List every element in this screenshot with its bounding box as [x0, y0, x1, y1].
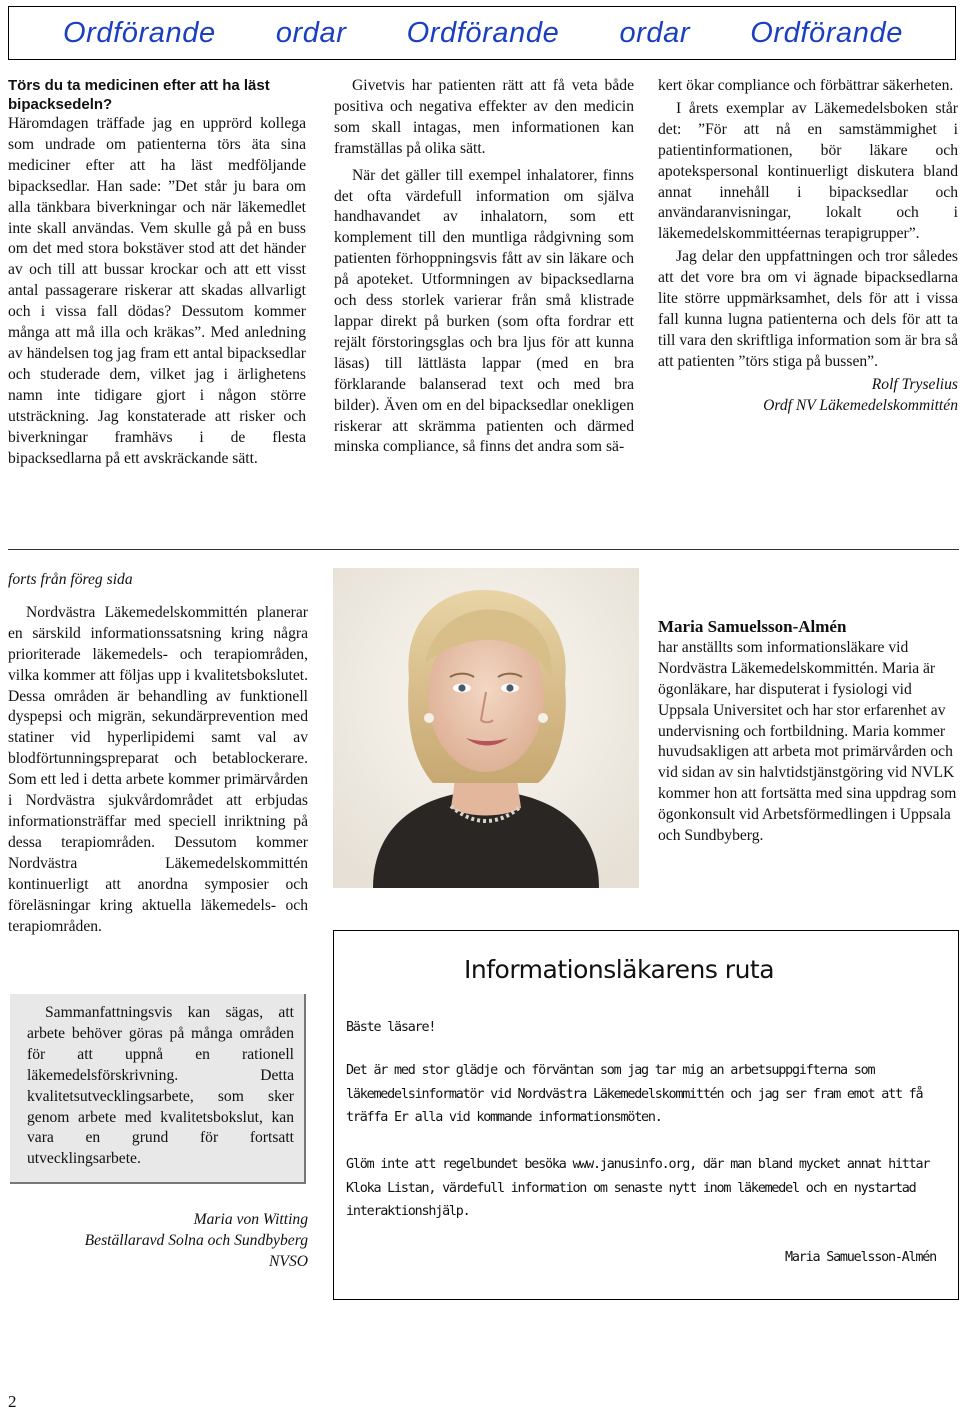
- article-paragraph-5: I årets exemplar av Läkemedelsboken står det: ”För att nå en samstämmighet i patientinformationen, bör läkare och apotekspersonal kontinuerligt diskutera bland annat innehåll i bipacksedlar och användaranvisningar, lokalt och i läkemedelskommittéernas terapigrupper”.: [658, 99, 958, 243]
- signature2-name: Maria von Witting: [193, 1211, 308, 1228]
- info-box-title: Informationsläkarens ruta: [464, 955, 775, 984]
- article-paragraph-2: Givetvis har patienten rätt att få veta både positiva och negativa effekter av den medicin som skall intagas, men informationen kan framställas på olika sätt.: [334, 77, 634, 157]
- header-word-3: Ordförande: [406, 16, 560, 49]
- signature2-title: Beställaravd Solna och Sundbyberg: [84, 1231, 308, 1249]
- article-column-2: [334, 76, 634, 458]
- info-box-signature: Maria Samuelsson-Almén: [785, 1250, 936, 1265]
- portrait-photo: [333, 568, 639, 888]
- signature-name: Rolf Tryselius: [871, 375, 958, 393]
- article-column-3: [658, 76, 958, 417]
- page-number: 2: [8, 1392, 17, 1411]
- section-divider: [8, 549, 959, 550]
- signature-block-2: [8, 1210, 308, 1272]
- info-box-paragraph-2: Glöm inte att regelbundet besöka www.janusinfo.org, där man bland mycket annat hittar Kloka Listan, värdefull information om senaste nytt inom läkemedel och en nystartad interaktionshjälp.: [346, 1157, 930, 1219]
- signature2-org: NVSO: [269, 1252, 308, 1270]
- header-word-1: Ordförande: [63, 16, 216, 49]
- info-box: [333, 930, 959, 1300]
- header-word-2: ordar: [275, 16, 347, 49]
- header-word-4: ordar: [619, 16, 691, 49]
- bio-block: [658, 617, 958, 847]
- signature-title: Ordf NV Läkemedelskommittén: [763, 396, 958, 414]
- summary-box: [10, 994, 306, 1184]
- continued-paragraph: Nordvästra Läkemedelskommittén planerar en särskild informationssatsning kring några prioriterade läkemedels- och terapiområden, vilka kommer att följas upp i kvalitetsbokslutet. Dessa områden är behandling av funktionell dyspepsi och migrän, sekundärprevention med statiner vid hyperlipidemi samt val av blodförtunningspreparat och betablockerare. Som ett led i detta arbete kommer primärvården i Nordvästra sjukvårdområdet att erbjudas informationsträffar med speciell inriktning på dessa terapiområden. Dessutom kommer Nordvästra Läkemedelskommittén kontinuerligt att anordna symposier och föreläsningar kring aktuella läkemedels- och terapiområden.: [8, 603, 308, 935]
- header-word-5: Ordförande: [750, 16, 903, 49]
- info-box-greeting: Bäste läsare!: [346, 1020, 436, 1035]
- continued-article: [8, 570, 308, 937]
- bio-text: har anställts som informationsläkare vid Nordvästra Läkemedelskommittén. Maria är ögonläkare, har disputerat i fysiologi vid Uppsala Universitet och har stor erfarenhet av undervisning och fortbildning. Maria kommer huvudsakligen att arbeta mot primärvården och vid sidan av sin halvtidstjänstgöring vid NVLK kommer hon att fortsätta med sina uppdrag som ögonkonsult vid Arbetsförmedlingen i Uppsala och Sundbyberg.: [658, 638, 957, 845]
- info-box-paragraph-1: Det är med stor glädje och förväntan som jag tar mig an arbetsuppgifterna som läkemedelsinformatör vid Nordvästra Läkemedelskommittén och jag ser fram emot att få träffa Er alla vid kommande informationsmöten.: [346, 1063, 923, 1125]
- article-paragraph-3: När det gäller till exempel inhalatorer, finns det ofta värdefull information om själva handhavandet av inhalatorn, som ett komplement till den muntliga rådgivning som patienten förhoppningsvis fått av sin läkare och på apoteket. Utformningen av bipacksedlarna och dess storlek varierar från små klistrade lappar direkt på burken (som ofta fordrar ett rejält förstoringsglas och bra ljus för att kunna läsas) till lättlästa lappar (med en bra förklarande balanserad text och med bra bilder). Även om en del bipacksedlar onekligen riskerar att skrämma patienten och därmed minska compliance, så finns det andra som sä-: [334, 166, 634, 456]
- continued-label: forts från föreg sida: [8, 571, 133, 588]
- article-paragraph-4: kert ökar compliance och förbättrar säkerheten.: [658, 77, 954, 94]
- article-heading: Törs du ta medicinen efter att ha läst bipacksedeln?: [8, 77, 270, 113]
- header-banner: [8, 6, 956, 60]
- summary-text: Sammanfattningsvis kan sägas, att arbete behöver göras på många områden för att uppnå en rationell läkemedelsförskrivning. Detta kvalitetsutvecklingsarbete, som sker genom arbete med kvalitetsbokslut, kan vara en grund för fortsatt utvecklingsarbete.: [27, 1004, 294, 1168]
- article-paragraph-1: Häromdagen träffade jag en upprörd kollega som undrade om patienterna törs äta sina mediciner efter att ha läst medföljande bipacksedlar. Han sade: ”Det står ju bara om alla tänkbara biverkningar och när läkemedlet inte skall användas. Vem skulle gå på en buss om det med stora bokstäver stod att det händer av och till att bussar krockar och att ett visst antal passagerare riskerar att skadas allvarligt och i vissa fall dödas? Dessutom kommer många att må illa och kräkas”. Med anledning av händelsen tog jag fram ett antal bipacksedlar och studerade dem, vilket jag i ärlighetens namn inte tidigare gjort i någon större utsträckning. Jag konstaterade att risker och biverkningar framhävs i de flesta bipacksedlarna på ett avskräckande sätt.: [8, 115, 306, 467]
- portrait-illustration: [333, 568, 639, 888]
- article-paragraph-6: Jag delar den uppfattningen och tror således att det vore bra om vi ägnade bipacksedlarna lite större uppmärksamhet, dels för att i vissa fall kunna lugna patienterna och dels för att ta till vara den skriftliga information som är bra så att patienten ”törs stiga på bussen”.: [658, 248, 958, 370]
- article-column-1: [8, 76, 306, 469]
- bio-name: Maria Samuelsson-Almén: [658, 617, 847, 636]
